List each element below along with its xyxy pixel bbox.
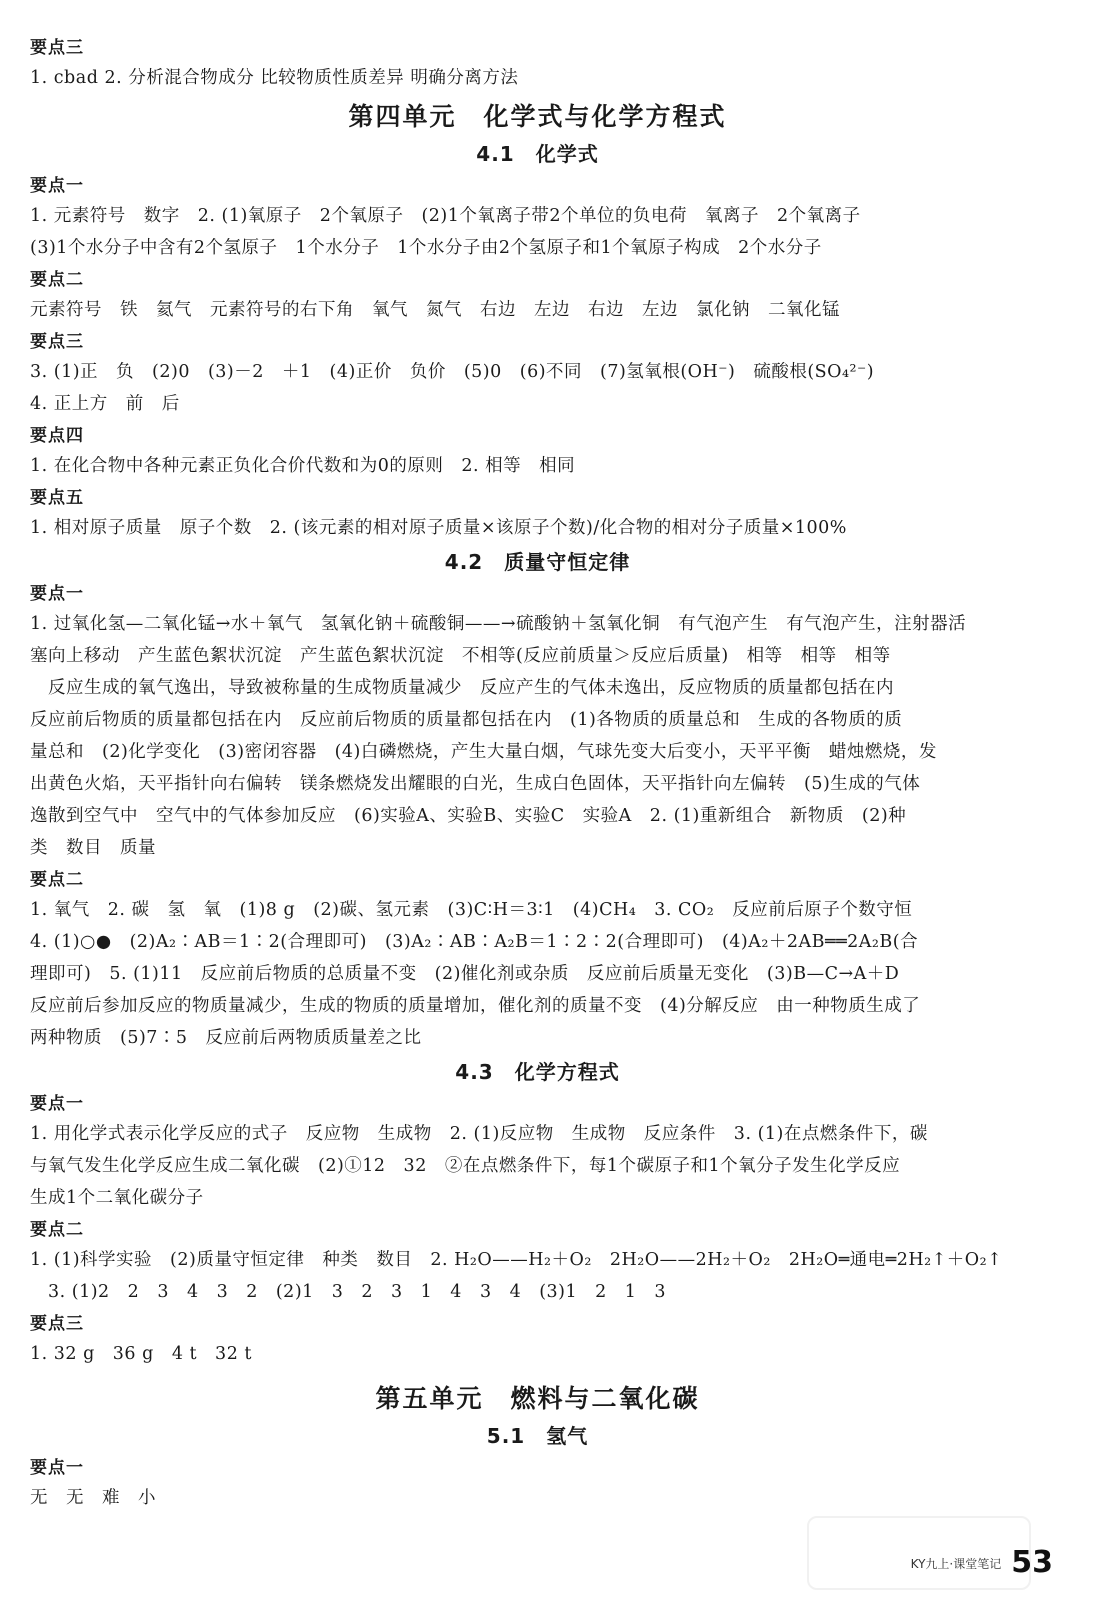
answer-line: 反应生成的氧气逸出，导致被称量的生成物质量减少 反应产生的气体未逸出，反应物质的质量都包括在内 (48, 678, 894, 698)
answer-line: 类 数目 质量 (30, 838, 156, 858)
keypoint-heading: 要点四 (30, 426, 84, 446)
page-content (30, 32, 1045, 1514)
answer-line: 1. cbad 2. 分析混合物成分 比较物质性质差异 明确分离方法 (30, 68, 519, 88)
answer-line: 无 无 难 小 (30, 1488, 156, 1508)
answer-line: 3. (1)2 2 3 4 3 2 (2)1 3 2 3 1 4 3 4 (3)1 2 1 3 (48, 1282, 667, 1302)
answer-line: 出黄色火焰，天平指针向右偏转 镁条燃烧发出耀眼的白光，生成白色固体，天平指针向左偏转 (5)生成的气体 (30, 774, 921, 794)
answer-line: 1. 氧气 2. 碳 氢 氧 (1)8 g (2)碳、氢元素 (3)C∶H＝3∶1 (4)CH₄ 3. CO₂ 反应前后原子个数守恒 (30, 900, 913, 920)
page-number: 53 (1011, 1545, 1053, 1580)
section-title: 4.3 化学方程式 (455, 1060, 620, 1084)
keypoint-heading: 要点三 (30, 332, 84, 352)
answer-line: 塞向上移动 产生蓝色絮状沉淀 产生蓝色絮状沉淀 不相等(反应前质量＞反应后质量) 相等 相等 相等 (30, 646, 891, 666)
keypoint-heading: 要点二 (30, 270, 84, 290)
section-title: 4.2 质量守恒定律 (444, 550, 631, 574)
answer-line: 反应前后参加反应的物质量减少，生成的物质的质量增加，催化剂的质量不变 (4)分解反应 由一种物质生成了 (30, 996, 921, 1016)
answer-line: (3)1个水分子中含有2个氢原子 1个水分子 1个水分子由2个氢原子和1个氧原子构成 2个水分子 (30, 238, 822, 258)
unit-title: 第五单元 燃料与二氧化碳 (375, 1384, 700, 1413)
keypoint-heading: 要点五 (30, 488, 84, 508)
answer-line: 1. 过氧化氢—二氧化锰→水＋氧气 氢氧化钠＋硫酸铜——→硫酸钠＋氢氧化铜 有气泡产生 有气泡产生，注射器活 (30, 614, 967, 634)
answer-line: 元素符号 铁 氦气 元素符号的右下角 氧气 氮气 右边 左边 右边 左边 氯化钠 二氧化锰 (30, 300, 840, 320)
unit-title: 第四单元 化学式与化学方程式 (348, 102, 727, 131)
answer-line: 1. 相对原子质量 原子个数 2. (该元素的相对原子质量×该原子个数)/化合物的相对分子质量×100% (30, 518, 847, 538)
answer-line: 理即可) 5. (1)11 反应前后物质的总质量不变 (2)催化剂或杂质 反应前后质量无变化 (3)B—C→A＋D (30, 964, 900, 984)
answer-line: 1. 元素符号 数字 2. (1)氧原子 2个氧原子 (2)1个氧离子带2个单位的负电荷 氧离子 2个氧离子 (30, 206, 861, 226)
keypoint-heading: 要点一 (30, 176, 84, 196)
answer-line: 4. (1)○● (2)A₂∶AB＝1∶2(合理即可) (3)A₂∶AB∶A₂B＝1∶2∶2(合理即可) (4)A₂＋2AB══2A₂B(合 (30, 932, 919, 952)
keypoint-heading: 要点三 (30, 38, 84, 58)
answer-line: 逸散到空气中 空气中的气体参加反应 (6)实验A、实验B、实验C 实验A 2. (1)重新组合 新物质 (2)种 (30, 806, 907, 826)
page-footer (910, 1545, 1053, 1580)
section-title: 4.1 化学式 (476, 142, 599, 166)
answer-line: 1. 32 g 36 g 4 t 32 t (30, 1344, 252, 1364)
keypoint-heading: 要点一 (30, 1094, 84, 1114)
section-title: 5.1 氢气 (486, 1424, 589, 1448)
keypoint-heading: 要点一 (30, 584, 84, 604)
answer-line: 1. (1)科学实验 (2)质量守恒定律 种类 数目 2. H₂O——H₂＋O₂ 2H₂O——2H₂＋O₂ 2H₂O═通电═2H₂↑＋O₂↑ (30, 1250, 1003, 1270)
spacer (30, 1370, 1045, 1376)
answer-line: 两种物质 (5)7∶5 反应前后两物质质量差之比 (30, 1028, 422, 1048)
answer-line: 量总和 (2)化学变化 (3)密闭容器 (4)白磷燃烧，产生大量白烟，气球先变大后变小，天平平衡 蜡烛燃烧，发 (30, 742, 937, 762)
keypoint-heading: 要点三 (30, 1314, 84, 1334)
keypoint-heading: 要点二 (30, 1220, 84, 1240)
footer-book-label: KY九上·课堂笔记 (910, 1557, 1002, 1571)
answer-line: 3. (1)正 负 (2)0 (3)－2 ＋1 (4)正价 负价 (5)0 (6)不同 (7)氢氧根(OH⁻) 硫酸根(SO₄²⁻) (30, 362, 875, 382)
keypoint-heading: 要点二 (30, 870, 84, 890)
answer-line: 1. 在化合物中各种元素正负化合价代数和为0的原则 2. 相等 相同 (30, 456, 576, 476)
answer-line: 反应前后物质的质量都包括在内 反应前后物质的质量都包括在内 (1)各物质的质量总和 生成的各物质的质 (30, 710, 903, 730)
answer-line: 1. 用化学式表示化学反应的式子 反应物 生成物 2. (1)反应物 生成物 反应条件 3. (1)在点燃条件下，碳 (30, 1124, 928, 1144)
answer-line: 生成1个二氧化碳分子 (30, 1188, 204, 1208)
answer-line: 与氧气发生化学反应生成二氧化碳 (2)①12 32 ②在点燃条件下，每1个碳原子和1个氧分子发生化学反应 (30, 1156, 901, 1176)
keypoint-heading: 要点一 (30, 1458, 84, 1478)
answer-line: 4. 正上方 前 后 (30, 394, 180, 414)
